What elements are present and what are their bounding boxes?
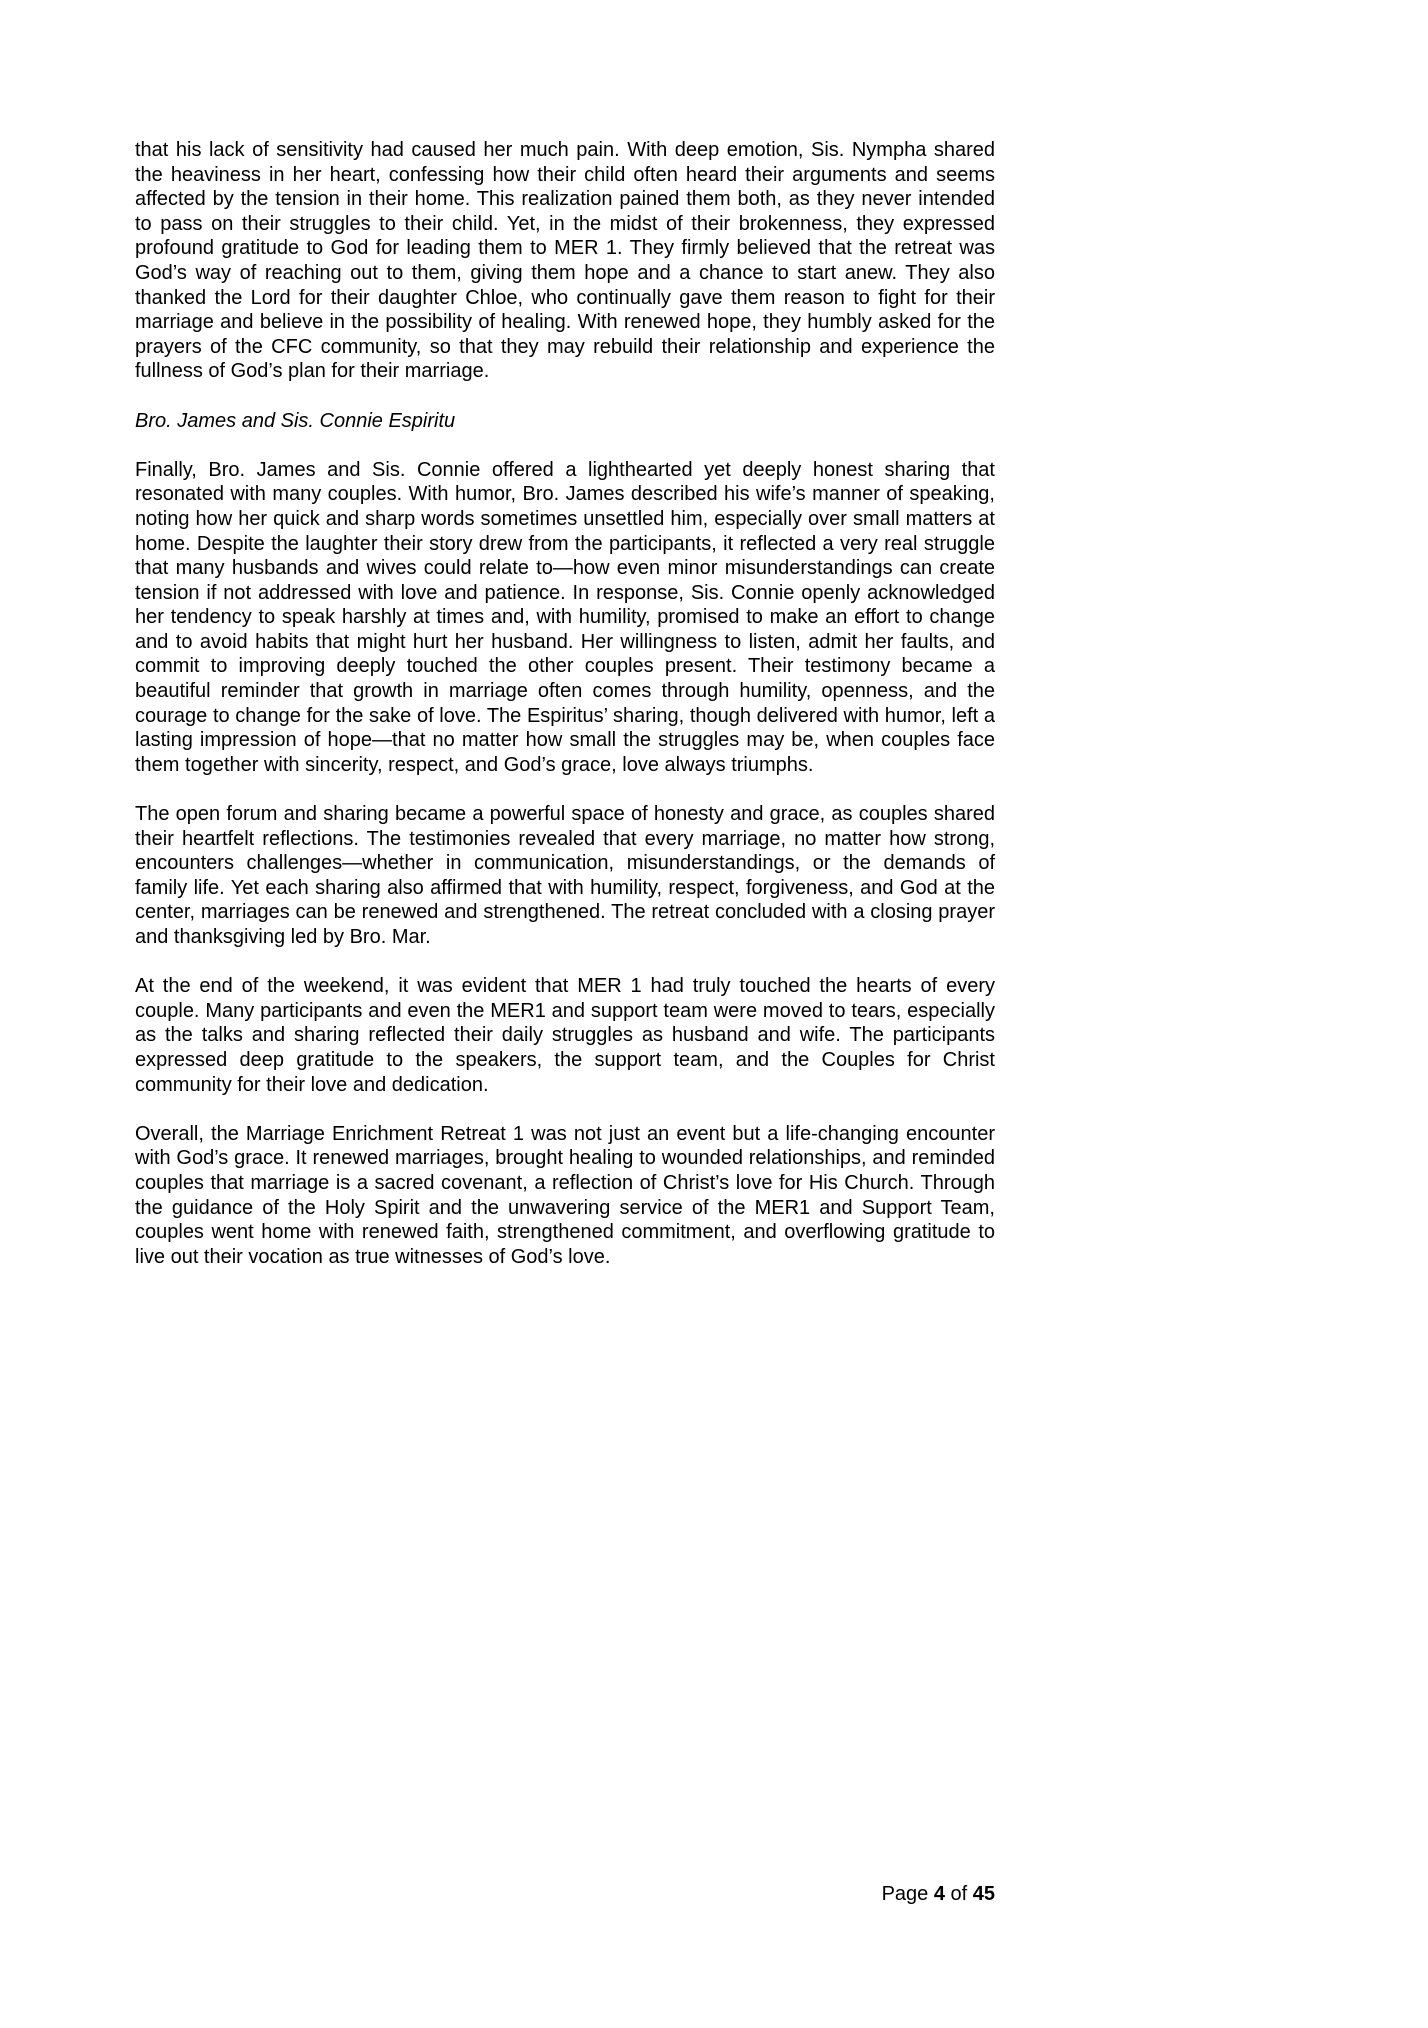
document-body — [135, 138, 995, 1294]
page-number-prefix: Page — [881, 1883, 934, 1905]
paragraph-weekend-conclusion: At the end of the weekend, it was evident that MER 1 had truly touched the hearts of every couple. Many participants and even the MER1 and support team were moved to tears, especially as the talks and sharing reflected their daily struggles as husband and wife. The participants expressed deep gratitude to the speakers, the support team, and the Couples for Christ community for their love and dedication. — [135, 975, 995, 1096]
page-number-separator: of — [944, 1883, 973, 1905]
page-number-current: 4 — [933, 1883, 945, 1905]
paragraph-espiritu-sharing: Finally, Bro. James and Sis. Connie offered a lighthearted yet deeply honest sharing that resonated with many couples. With humor, Bro. James described his wife’s manner of speaking, noting how her quick and sharp words sometimes unsettled him, especially over small matters at home. Despite the laughter their story drew from the participants, it reflected a very real struggle that many husbands and wives could relate to—how even minor misunderstandings can create tension if not addressed with love and patience. In response, Sis. Connie openly acknowledged her tendency to speak harshly at times and, with humility, promised to make an effort to change and to avoid habits that might hurt her husband. Her willingness to listen, admit her faults, and commit to improving deeply touched the other couples present. Their testimony became a beautiful reminder that growth in marriage often comes through humility, openness, and the courage to change for the sake of love. The Espiritus’ sharing, though delivered with humor, left a lasting impression of hope—that no matter how small the struggles may be, when couples face them together with sincerity, respect, and God’s grace, love always triumphs. — [135, 458, 995, 776]
paragraph-nympha-sharing: that his lack of sensitivity had caused her much pain. With deep emotion, Sis. Nympha shared the heaviness in her heart, confessing how their child often heard their arguments and seems affected by the tension in their home. This realization pained them both, as they never intended to pass on their struggles to their child. Yet, in the midst of their brokenness, they expressed profound gratitude to God for leading them to MER 1. They firmly believed that the retreat was God’s way of reaching out to them, giving them hope and a chance to start anew. They also thanked the Lord for their daughter Chloe, who continually gave them reason to fight for their marriage and believe in the possibility of healing. With renewed hope, they humbly asked for the prayers of the CFC community, so that they may rebuild their relationship and experience the fullness of God’s plan for their marriage. — [135, 139, 995, 383]
paragraph-open-forum: The open forum and sharing became a powerful space of honesty and grace, as couples shared their heartfelt reflections. The testimonies revealed that every marriage, no matter how strong, encounters challenges—whether in communication, misunderstandings, or the demands of family life. Yet each sharing also affirmed that with humility, respect, forgiveness, and God at the center, marriages can be renewed and strengthened. The retreat concluded with a closing prayer and thanksgiving led by Bro. Mar. — [135, 803, 995, 948]
heading-james-connie-espiritu: Bro. James and Sis. Connie Espiritu — [135, 409, 456, 432]
page-number — [135, 1882, 995, 1907]
paragraph-overall-summary: Overall, the Marriage Enrichment Retreat 1 was not just an event but a life-changing encounter with God’s grace. It renewed marriages, brought healing to wounded relationships, and reminded couples that marriage is a sacred covenant, a reflection of Christ’s love for His Church. Through the guidance of the Holy Spirit and the unwavering service of the MER1 and Support Team, couples went home with renewed faith, strengthened commitment, and overflowing gratitude to live out their vocation as true witnesses of God’s love. — [135, 1122, 995, 1268]
page-number-total: 45 — [972, 1883, 995, 1905]
